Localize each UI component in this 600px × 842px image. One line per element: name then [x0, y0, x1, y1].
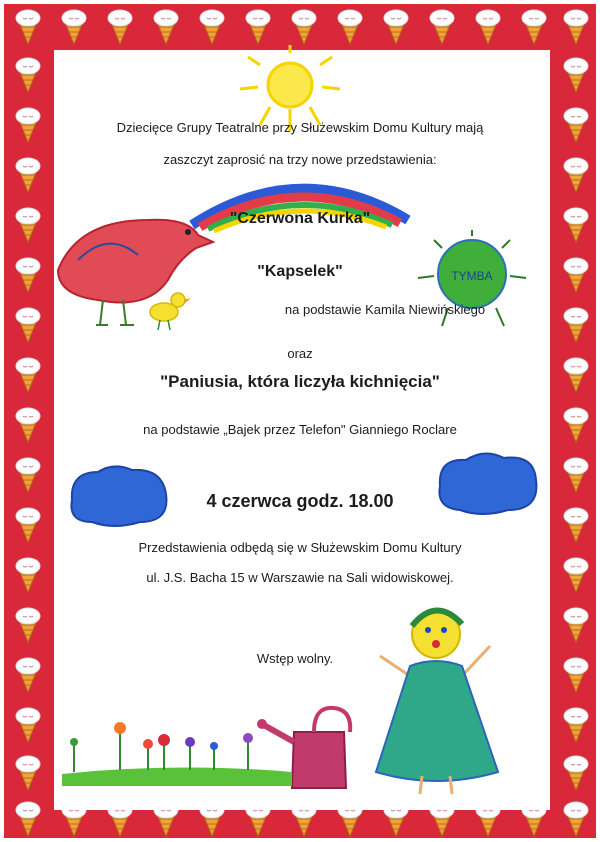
conjunction-text: oraz: [287, 346, 313, 361]
sun-character-label: TYMBA: [451, 269, 493, 283]
admission-text: Wstęp wolny.: [256, 651, 334, 666]
play-3-title: "Paniusia, która liczyła kichnięcia": [160, 372, 440, 391]
play-3-source: na podstawie „Bajek przez Telefon" Gianniego Roclare: [143, 422, 457, 437]
flowers-and-grass-drawing: [62, 716, 292, 786]
performance-date-time: 4 czerwca godz. 18.00: [206, 491, 394, 511]
play-1-title: "Czerwona Kurka": [229, 210, 371, 227]
play-2-title: "Kapselek": [257, 263, 343, 280]
girl-in-green-dress-drawing: [370, 596, 530, 796]
play-2-source: na podstawie Kamila Niewińskiego: [284, 302, 486, 317]
intro-line-1: Dziecięce Grupy Teatralne przy Służewskim Domu Kultury mają: [116, 120, 484, 135]
venue-line-2: ul. J.S. Bacha 15 w Warszawie na Sali widowiskowej.: [146, 570, 454, 585]
intro-line-2: zaszczyt zaprosić na trzy nowe przedstawienia:: [163, 152, 437, 167]
venue-line-1: Przedstawienia odbędą się w Służewskim Domu Kultury: [138, 540, 462, 555]
